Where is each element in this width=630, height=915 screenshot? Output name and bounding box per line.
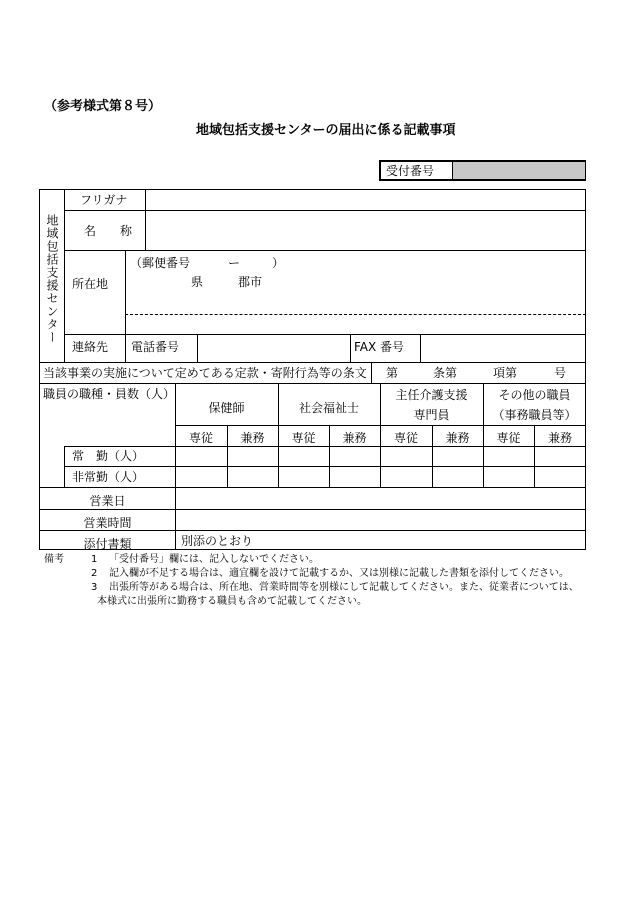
subheader-concurrent-1: 兼務 [240,431,265,445]
article-ko-dai: 項第 [493,366,518,380]
staff-count-cell[interactable] [535,467,585,486]
article-go: 号 [554,366,567,380]
category-social-worker: 社会福祉士 [298,401,359,415]
notes-label: 備考 [44,554,64,565]
business-hours-field[interactable] [176,510,585,529]
parttime-row-label: 非常勤（人） [72,470,145,484]
page-title: 地域包括支援センターの届出に係る記載事項 [196,123,456,138]
contact-label: 連絡先 [72,340,109,354]
subheader-fulltime-1: 専従 [188,431,213,445]
staff-count-cell[interactable] [176,447,226,465]
address-label: 所在地 [72,277,109,291]
receipt-value-cell[interactable] [452,162,585,179]
prefecture-label: 県 [191,275,204,289]
business-days-field[interactable] [176,488,585,508]
furigana-label: フリガナ [80,193,128,207]
staff-count-cell[interactable] [330,447,379,465]
staff-count-cell[interactable] [279,467,328,486]
category-public-health-nurse: 保健師 [208,401,245,415]
phone-field[interactable] [198,335,349,361]
name-field[interactable] [146,211,585,249]
subheader-concurrent-3: 兼務 [445,431,470,445]
staff-count-cell[interactable] [381,447,431,465]
note-text: 出張所等がある場合は、所在地、営業時間等を別様にして記載してください。また、従業者については、 [109,582,579,593]
note-continuation: 本様式に出張所に勤務する職員も含めて記載してください。 [97,596,367,607]
staff-count-cell[interactable] [228,467,277,486]
staff-count-cell[interactable] [279,447,328,465]
center-side-label: 地域包括支援センター [45,214,59,344]
category-other-staff: その他の職員 （事務職員等） [492,388,577,422]
staff-count-cell[interactable] [176,467,226,486]
fax-field[interactable] [421,335,585,361]
county-label: 郡市 [238,275,263,289]
postal-label: （郵便番号 [130,256,191,270]
staff-count-cell[interactable] [330,467,379,486]
staff-count-cell[interactable] [484,467,533,486]
receipt-label: 受付番号 [386,164,435,178]
note-text: 記入欄が不足する場合は、適宜欄を設けて記載するか、又は別様に記載した書類を添付してください。 [109,568,569,579]
subheader-concurrent-4: 兼務 [547,431,572,445]
note-number: 2 [91,568,98,579]
attachments-label: 添付書類 [83,537,132,551]
articles-label: 当該事業の実施について定めてある定款・寄附行為等の条文 [43,366,367,380]
furigana-field[interactable] [146,190,585,209]
form-reference: （参考様式第８号） [44,99,162,114]
phone-label: 電話番号 [131,340,180,354]
address-field[interactable] [126,251,585,333]
fulltime-row-label: 常 勤（人） [72,449,145,463]
note-number: 3 [91,582,98,593]
staff-count-cell[interactable] [484,447,533,465]
note-text: 「受付番号」欄には、記入しないでください。 [109,554,319,565]
staff-count-cell[interactable] [535,447,585,465]
subheader-fulltime-4: 専従 [496,431,521,445]
article-jo-dai: 条第 [433,366,458,380]
subheader-concurrent-2: 兼務 [342,431,367,445]
staff-count-cell[interactable] [381,467,431,486]
staff-count-cell[interactable] [433,447,482,465]
subheader-fulltime-3: 専従 [393,431,418,445]
name-label: 名 称 [84,224,133,238]
staff-count-cell[interactable] [433,467,482,486]
business-days-label: 営業日 [89,494,126,508]
category-chief-care-manager: 主任介護支援 専門員 [395,388,468,422]
postal-close: ） [272,256,285,270]
attachments-value: 別添のとおり [181,534,254,548]
note-number: 1 [91,554,98,565]
postal-dash: ー [228,256,241,270]
fax-label: FAX 番号 [354,340,405,354]
business-hours-label: 営業時間 [83,516,132,530]
staff-count-cell[interactable] [228,447,277,465]
article-dai: 第 [386,366,399,380]
staff-title: 職員の職種・員数（人） [43,387,176,401]
subheader-fulltime-2: 専従 [291,431,316,445]
